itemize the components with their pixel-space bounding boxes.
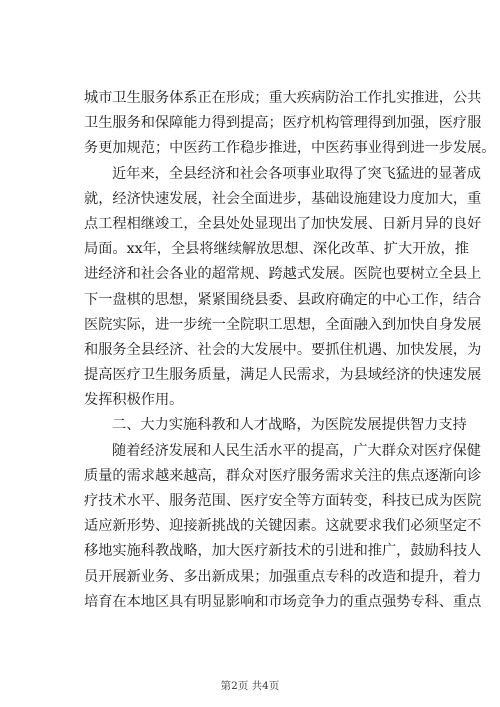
- text-line: 质量的需求越来越高，群众对医疗服务需求关注的焦点逐渐向诊: [84, 467, 482, 484]
- text-line: 随着经济发展和人民生活水平的提高，广大群众对医疗保健: [112, 442, 481, 459]
- text-line: 二、大力实施科教和人才战略，为医院发展提供智力支持: [112, 417, 467, 434]
- text-line: 适应新形势、迎接新挑战的关键因素。这就要求我们必须坚定不: [84, 518, 482, 535]
- text-line: 务更加规范；中医药工作稳步推进，中医药事业得到进一步发展。: [84, 140, 496, 157]
- text-line: 进经济和社会各业的超常规、跨越式发展。医院也要树立全县上: [84, 266, 482, 283]
- text-line: 移地实施科教战略，加大医疗新技术的引进和推广，鼓励科技人: [84, 543, 482, 560]
- text-line: 城市卫生服务体系正在形成；重大疾病防治工作扎实推进，公共: [84, 90, 482, 106]
- text-line: 点工程相继竣工，全县处处显现出了加快发展、日新月异的良好: [84, 215, 482, 232]
- text-line: 下一盘棋的思想，紧紧围绕县委、县政府确定的中心工作，结合: [84, 291, 482, 308]
- text-line: 就，经济快速发展，社会全面进步，基础设施建设力度加大，重: [84, 190, 482, 207]
- text-line: 疗技术水平、服务范围、医疗安全等方面转变，科技已成为医院: [84, 493, 482, 509]
- text-line: 培育在本地区具有明显影响和市场竞争力的重点强势专科、重点: [84, 593, 482, 610]
- text-line: 卫生服务和保障能力得到提高；医疗机构管理得到加强，医疗服: [84, 115, 482, 132]
- text-line: 医院实际，进一步统一全院职工思想，全面融入到加快自身发展: [84, 316, 482, 333]
- text-line: 局面。xx年，全县将继续解放思想、深化改革、扩大开放，推: [84, 241, 469, 258]
- body-text: [84, 86, 496, 615]
- text-line: 和服务全县经济、社会的大发展中。要抓住机遇、加快发展，为: [84, 341, 482, 358]
- text-line: 发挥积极作用。: [84, 392, 184, 409]
- page-footer: 第2页 共4页: [220, 680, 280, 692]
- text-line: 近年来，全县经济和社会各项事业取得了突飞猛进的显著成: [112, 165, 481, 182]
- text-line: 员开展新业务、多出新成果；加强重点专科的改造和提升，着力: [84, 568, 482, 585]
- text-line: 提高医疗卫生服务质量，满足人民需求，为县域经济的快速发展: [84, 367, 482, 384]
